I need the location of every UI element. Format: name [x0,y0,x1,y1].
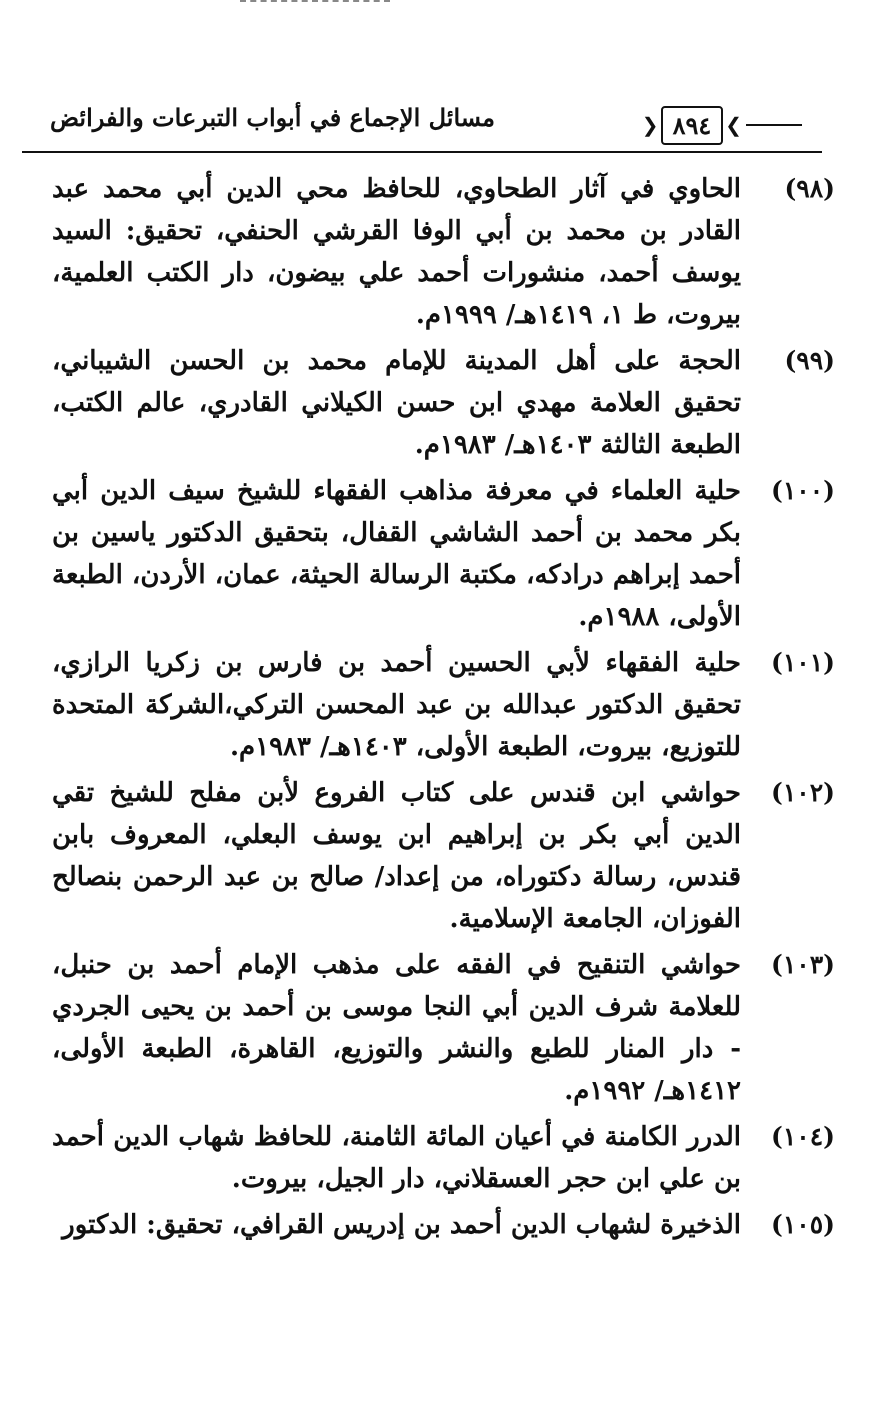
bibliography-entry-100 [52,470,835,638]
entry-number: (١٠٣) [771,950,835,979]
bibliography-entry-104 [52,1116,835,1200]
bibliography-entry-102 [52,772,835,940]
bibliography-entry-98 [52,168,835,336]
entry-text: حواشي ابن قندس على كتاب الفروع لأبن مفلح للشيخ تقي الدين أبي بكر بن إبراهيم ابن يوسف البعلي، المعروف بابن قندس، رسالة دكتوراه، من إعداد/ صالح بن عبد الرحمن بنصالح الفوزان، الجامعة الإسلامية. [52,778,741,934]
entry-text: الحجة على أهل المدينة للإمام محمد بن الحسن الشيباني، تحقيق العلامة مهدي ابن حسن الكيلاني القادري، عالم الكتب، الطبعة الثالثة ١٤٠٣هـ/ ١٩٨٣م. [52,346,741,460]
bibliography-entry-103 [52,944,835,1112]
ornament-left-icon: ❮ [641,113,659,137]
header-rule-tail [746,124,802,126]
entry-number: (١٠١) [771,648,835,677]
entry-text: الدرر الكامنة في أعيان المائة الثامنة، للحافظ شهاب الدين أحمد بن علي ابن حجر العسقلاني، دار الجيل، بيروت. [52,1122,741,1194]
bibliography-list [52,168,835,1250]
entry-number: (١٠٠) [771,476,835,505]
entry-number: (١٠٥) [771,1210,835,1239]
page-number: ٨٩٤ [661,106,724,145]
bibliography-entry-105 [52,1204,835,1246]
top-dashed-mark [240,0,390,2]
running-title: مسائل الإجماع في أبواب التبرعات والفرائض [50,103,496,132]
entry-number: (٩٩) [784,346,835,375]
page-header [22,95,822,155]
entry-text: الحاوي في آثار الطحاوي، للحافظ محي الدين أبي محمد عبد القادر بن محمد بن أبي الوفا القرشي الحنفي، تحقيق: السيد يوسف أحمد، منشورات أحمد علي بيضون، دار الكتب العلمية، بيروت، ط ١، ١٤١٩هـ/ ١٩٩٩م. [52,174,741,330]
entry-text: حلية العلماء في معرفة مذاهب الفقهاء للشيخ سيف الدين أبي بكر محمد بن أحمد الشاشي القفال، بتحقيق الدكتور ياسين بن أحمد إبراهم درادكه، مكتبة الرسالة الحيثة، عمان، الأردن، الطبعة الأولى، ١٩٨٨م. [52,476,741,632]
bibliography-entry-101 [52,642,835,768]
bibliography-entry-99 [52,340,835,466]
entry-number: (١٠٤) [771,1122,835,1151]
entry-number: (١٠٢) [771,778,835,807]
page-number-frame [642,103,802,147]
entry-text: الذخيرة لشهاب الدين أحمد بن إدريس القرافي، تحقيق: الدكتور [62,1210,741,1240]
entry-number: (٩٨) [784,174,835,203]
entry-text: حلية الفقهاء لأبي الحسين أحمد بن فارس بن زكريا الرازي، تحقيق الدكتور عبدالله بن عبد المحسن التركي،الشركة المتحدة للتوزيع، بيروت، الطبعة الأولى، ١٤٠٣هـ/ ١٩٨٣م. [52,648,741,762]
ornament-right-icon: ❯ [725,113,742,137]
entry-text: حواشي التنقيح في الفقه على مذهب الإمام أحمد بن حنبل، للعلامة شرف الدين أبي النجا موسى بن أحمد بن يحيى الجردي - دار المنار للطبع والنشر والتوزيع، القاهرة، الطبعة الأولى، ١٤١٢هـ/ ١٩٩٢م. [52,950,741,1106]
header-rule [22,151,822,153]
